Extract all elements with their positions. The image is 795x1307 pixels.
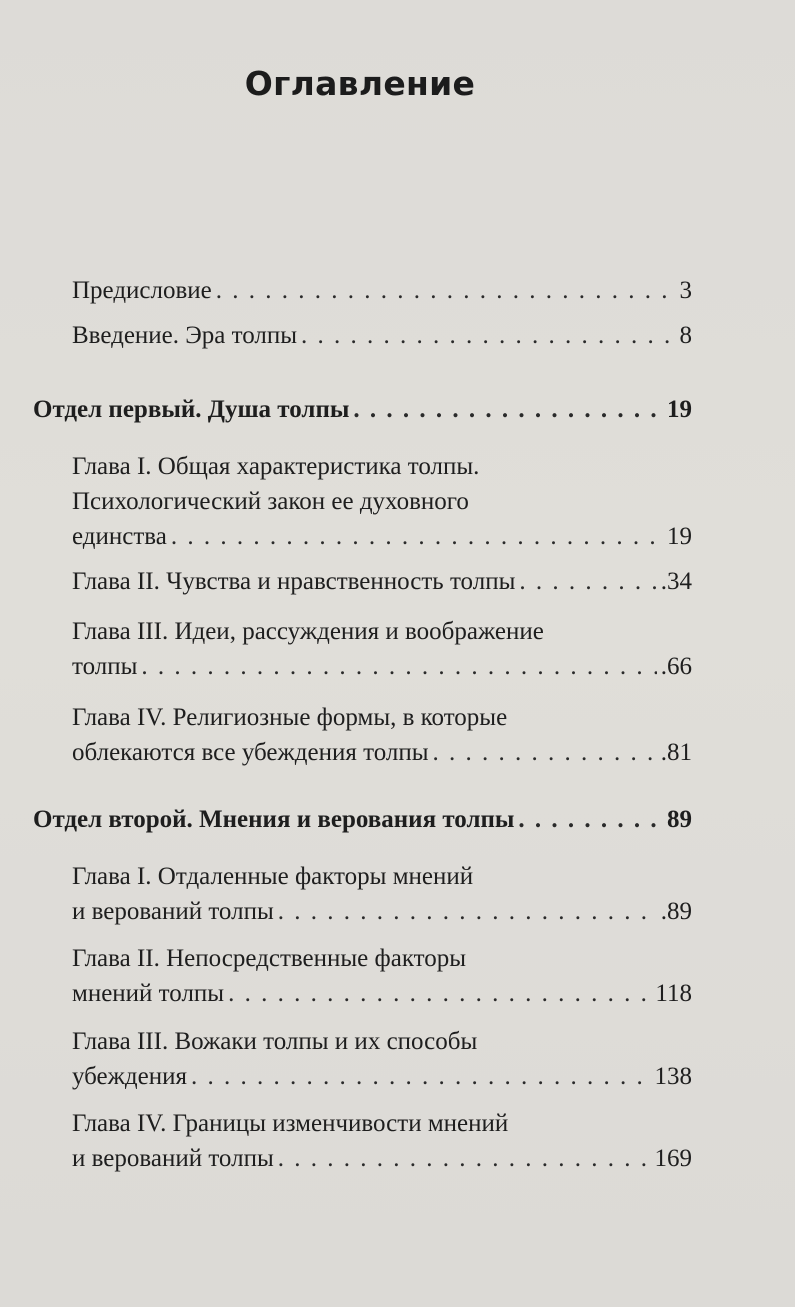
toc-entry-part1-chapter4[interactable] xyxy=(72,700,692,770)
toc-section-title: Отдел первый. Душа толпы xyxy=(33,396,350,423)
toc-page-number: .81 xyxy=(660,739,692,766)
toc-entry-part2-chapter2[interactable] xyxy=(72,941,692,1011)
toc-entry-part2-chapter4[interactable] xyxy=(72,1106,692,1176)
toc-page-number: 3 xyxy=(679,277,692,304)
toc-page-number: 138 xyxy=(654,1063,692,1090)
toc-page-number: .34 xyxy=(660,568,692,595)
toc-page-number: 19 xyxy=(667,523,692,550)
dot-leader xyxy=(171,519,663,554)
dot-leader xyxy=(278,894,657,929)
toc-entry-title-line: Психологический закон ее духовного xyxy=(72,488,469,515)
toc-section-part-one[interactable] xyxy=(33,392,692,427)
toc-entry-title: облекаются все убеждения толпы xyxy=(72,739,429,766)
dot-leader xyxy=(278,1141,651,1176)
toc-page-number: 89 xyxy=(667,806,692,833)
toc-entry-title: Глава II. Чувства и нравственность толпы xyxy=(72,568,516,595)
toc-page-number: .89 xyxy=(660,898,692,925)
toc-page-number: 169 xyxy=(654,1145,692,1172)
toc-entry-part2-chapter3[interactable] xyxy=(72,1024,692,1094)
dot-leader xyxy=(353,392,663,427)
page-title: Оглавление xyxy=(244,64,476,103)
toc-entry-title: убеждения xyxy=(72,1063,188,1090)
dot-leader xyxy=(433,735,657,770)
toc-entry-title: и верований толпы xyxy=(72,898,274,925)
toc-entry-title-line: Глава III. Вожаки толпы и их способы xyxy=(72,1028,478,1055)
toc-entry-title-line: Глава III. Идеи, рассуждения и воображение xyxy=(72,618,544,645)
toc-entry-title-line: Глава IV. Границы изменчивости мнений xyxy=(72,1110,509,1137)
toc-entry-preface[interactable] xyxy=(72,273,692,308)
toc-section-part-two[interactable] xyxy=(33,802,692,837)
toc-entry-title: мнений толпы xyxy=(72,980,225,1007)
toc-page-number: 19 xyxy=(667,396,692,423)
toc-entry-title-line: Глава II. Непосредственные факторы xyxy=(72,945,467,972)
dot-leader xyxy=(518,802,663,837)
toc-entry-part1-chapter2[interactable] xyxy=(72,564,692,599)
toc-entry-part1-chapter1[interactable] xyxy=(72,449,692,554)
toc-section-title: Отдел второй. Мнения и верования толпы xyxy=(33,806,515,833)
dot-leader xyxy=(519,564,656,599)
dot-leader xyxy=(301,318,675,353)
toc-page-number: 8 xyxy=(679,322,692,349)
toc-entry-title: единства xyxy=(72,523,167,550)
toc-entry-title-line: Глава IV. Религиозные формы, в которые xyxy=(72,704,508,731)
toc-entry-title-line: Глава I. Отдаленные факторы мнений xyxy=(72,863,474,890)
toc-entry-title: Предисловие xyxy=(72,277,212,304)
toc-entry-part1-chapter3[interactable] xyxy=(72,614,692,684)
toc-entry-title: толпы xyxy=(72,653,138,680)
toc-entry-title: и верований толпы xyxy=(72,1145,274,1172)
dot-leader xyxy=(141,649,656,684)
toc-entry-part2-chapter1[interactable] xyxy=(72,859,692,929)
toc-page-number: .66 xyxy=(660,653,692,680)
toc-entry-title-line: Глава I. Общая характеристика толпы. xyxy=(72,453,480,480)
dot-leader xyxy=(216,273,676,308)
dot-leader xyxy=(191,1059,650,1094)
toc-entry-introduction[interactable] xyxy=(72,318,692,353)
toc-entry-title: Введение. Эра толпы xyxy=(72,322,298,349)
dot-leader xyxy=(228,976,651,1011)
toc-page-number: 118 xyxy=(655,980,692,1007)
